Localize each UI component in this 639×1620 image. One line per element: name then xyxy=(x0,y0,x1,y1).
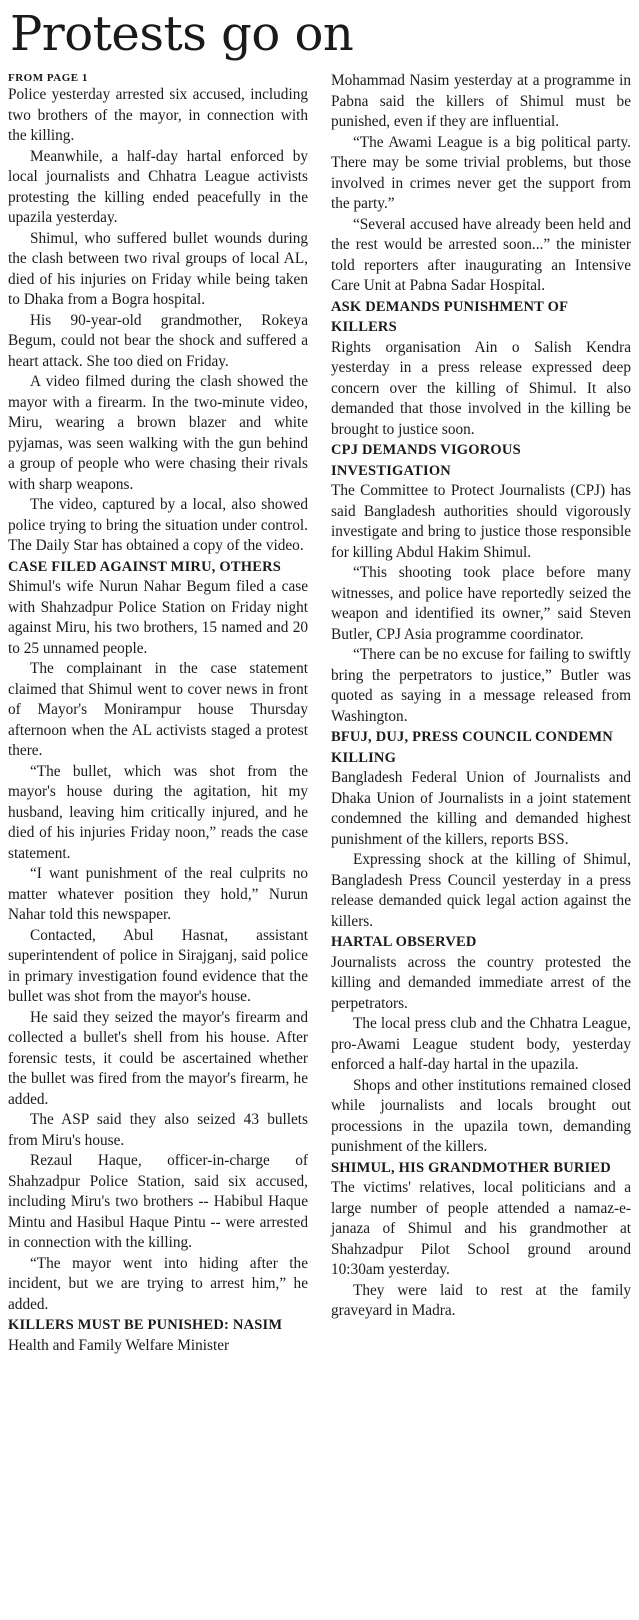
right-column-paragraph: Expressing shock at the killing of Shimul, Bangladesh Press Council yesterday in a press release demanded quick legal action against the killers. xyxy=(331,851,631,930)
left-column-paragraph: Meanwhile, a half-day hartal enforced by local journalists and Chhatra League activists protesting the killing ended peacefully in the upazila yesterday. xyxy=(8,147,308,226)
right-column-paragraph: “There can be no excuse for failing to swiftly bring the perpetrators to justice,” Butler was quoted as saying in a message released from Washington. xyxy=(331,646,631,725)
right-column-paragraph: They were laid to rest at the family graveyard in Madra. xyxy=(331,1281,631,1319)
left-column-paragraph: The complainant in the case statement claimed that Shimul went to cover news in front of Mayor's Monirampur house Thursday afternoon when the AL activists staged a protest there. xyxy=(8,660,308,759)
left-column-paragraph: Shimul's wife Nurun Nahar Begum filed a case with Shahzadpur Police Station on Friday night against Miru, his two brothers, 15 named and 20 to 25 unnamed people. xyxy=(8,578,308,657)
left-column-paragraph: Rezaul Haque, officer-in-charge of Shahzadpur Police Station, said six accused, including Miru's two brothers -- Habibul Haque Mintu and Hasibul Haque Pintu -- were arrested in connection with the killing. xyxy=(8,1152,308,1251)
left-column-paragraph: “I want punishment of the real culprits no matter whatever position they hold,” Nurun Nahar told this newspaper. xyxy=(8,865,308,923)
right-column-paragraph: “The Awami League is a big political party. There may be some trivial problems, but those involved in crimes never get the support from the party.” xyxy=(331,133,631,212)
right-column-paragraph: The local press club and the Chhatra League, pro-Awami League student body, yesterday enforced a half-day hartal in the upazila. xyxy=(331,1015,631,1073)
right-column-subhead: CPJ DEMANDS VIGOROUS INVESTIGATION xyxy=(331,442,521,479)
left-column-paragraph: Health and Family Welfare Minister xyxy=(8,1336,230,1354)
right-column-paragraph: “This shooting took place before many witnesses, and police have reportedly seized the weapon and identified its owner,” said Steven Butler, CPJ Asia programme coordinator. xyxy=(331,564,631,643)
right-column-paragraph: The Committee to Protect Journalists (CPJ) has said Bangladesh authorities should vigorously investigate and bring to justice those responsible for killing Abdul Hakim Shimul. xyxy=(331,482,631,561)
right-column-paragraph: Bangladesh Federal Union of Journalists and Dhaka Union of Journalists in a joint statement condemned the killing and demanded highest punishment of the killers, reports BSS. xyxy=(331,769,631,848)
left-column-paragraph: Police yesterday arrested six accused, including two brothers of the mayor, in connection with the killing. xyxy=(8,86,308,144)
left-column-paragraph: “The mayor went into hiding after the incident, but we are trying to arrest him,” he added. xyxy=(8,1254,308,1313)
left-column-paragraph: Contacted, Abul Hasnat, assistant superintendent of police in Sirajganj, said police in primary investigation found evidence that the bullet was shot from the mayor's house. xyxy=(8,926,308,1005)
left-column-subhead: CASE FILED AGAINST MIRU, OTHERS xyxy=(8,558,282,575)
left-column-paragraph: His 90-year-old grandmother, Rokeya Begum, could not bear the shock and suffered a heart attack. She too died on Friday. xyxy=(8,311,308,370)
left-column-paragraph: Shimul, who suffered bullet wounds during the clash between two rival groups of local AL, died of his injuries on Friday while being taken to Dhaka from a Bogra hospital. xyxy=(8,229,308,308)
left-column-paragraph: A video filmed during the clash showed the mayor with a firearm. In the two-minute video, Miru, wearing a brown blazer and white pyjamas, was seen walking with the gun behind a group of people who were chasing their rivals with sharp weapons. xyxy=(8,373,308,493)
left-column xyxy=(8,71,308,1356)
right-column-paragraph: “Several accused have already been held and the rest would be arrested soon...” the minister told reporters after inaugurating an Intensive Care Unit at Pabna Sadar Hospital. xyxy=(331,215,631,294)
left-column-paragraph: He said they seized the mayor's firearm and collected a bullet's shell from his house. After forensic tests, it could be ascertained whether the bullet was fired from the mayor's firearm, he added. xyxy=(8,1008,308,1108)
right-column-subhead: HARTAL OBSERVED xyxy=(331,934,477,950)
right-column-subhead: SHIMUL, HIS GRANDMOTHER BURIED xyxy=(331,1159,611,1176)
article-columns xyxy=(8,71,631,1356)
headline: Protests go on xyxy=(10,6,354,62)
left-column-paragraph: The video, captured by a local, also showed police trying to bring the situation under control. The Daily Star has obtained a copy of the video. xyxy=(8,496,308,554)
left-column-paragraph: The ASP said they also seized 43 bullets from Miru's house. xyxy=(8,1111,308,1149)
right-column-subhead: ASK DEMANDS PUNISHMENT OF KILLERS xyxy=(331,298,568,335)
right-column-paragraph: Shops and other institutions remained closed while journalists and locals brought out processions in the upazila town, demanding punishment of the killers. xyxy=(331,1076,631,1155)
right-column-paragraph: The victims' relatives, local politicians and a large number of people attended a namaz-e-janaza of Shimul and his grandmother at Shahzadpur Pilot School ground around 10:30am yesterday. xyxy=(331,1179,631,1278)
left-column-subhead: KILLERS MUST BE PUNISHED: NASIM xyxy=(8,1317,283,1333)
kicker: FROM PAGE 1 xyxy=(8,72,88,84)
right-column xyxy=(331,71,631,1356)
right-column-subhead: BFUJ, DUJ, PRESS COUNCIL CONDEMN KILLING xyxy=(331,729,613,766)
right-column-paragraph: Mohammad Nasim yesterday at a programme in Pabna said the killers of Shimul must be punished, even if they are influential. xyxy=(331,72,631,130)
right-column-paragraph: Journalists across the country protested the killing and demanded immediate arrest of the perpetrators. xyxy=(331,953,631,1012)
left-column-paragraph: “The bullet, which was shot from the mayor's house during the agitation, hit my husband, leaving him critically injured, and he died of his injuries Friday noon,” reads the case statement. xyxy=(8,762,308,862)
right-column-paragraph: Rights organisation Ain o Salish Kendra yesterday in a press release expressed deep concern over the killing of Shimul. It also demanded that those involved in the killing be brought to justice soon. xyxy=(331,338,631,438)
